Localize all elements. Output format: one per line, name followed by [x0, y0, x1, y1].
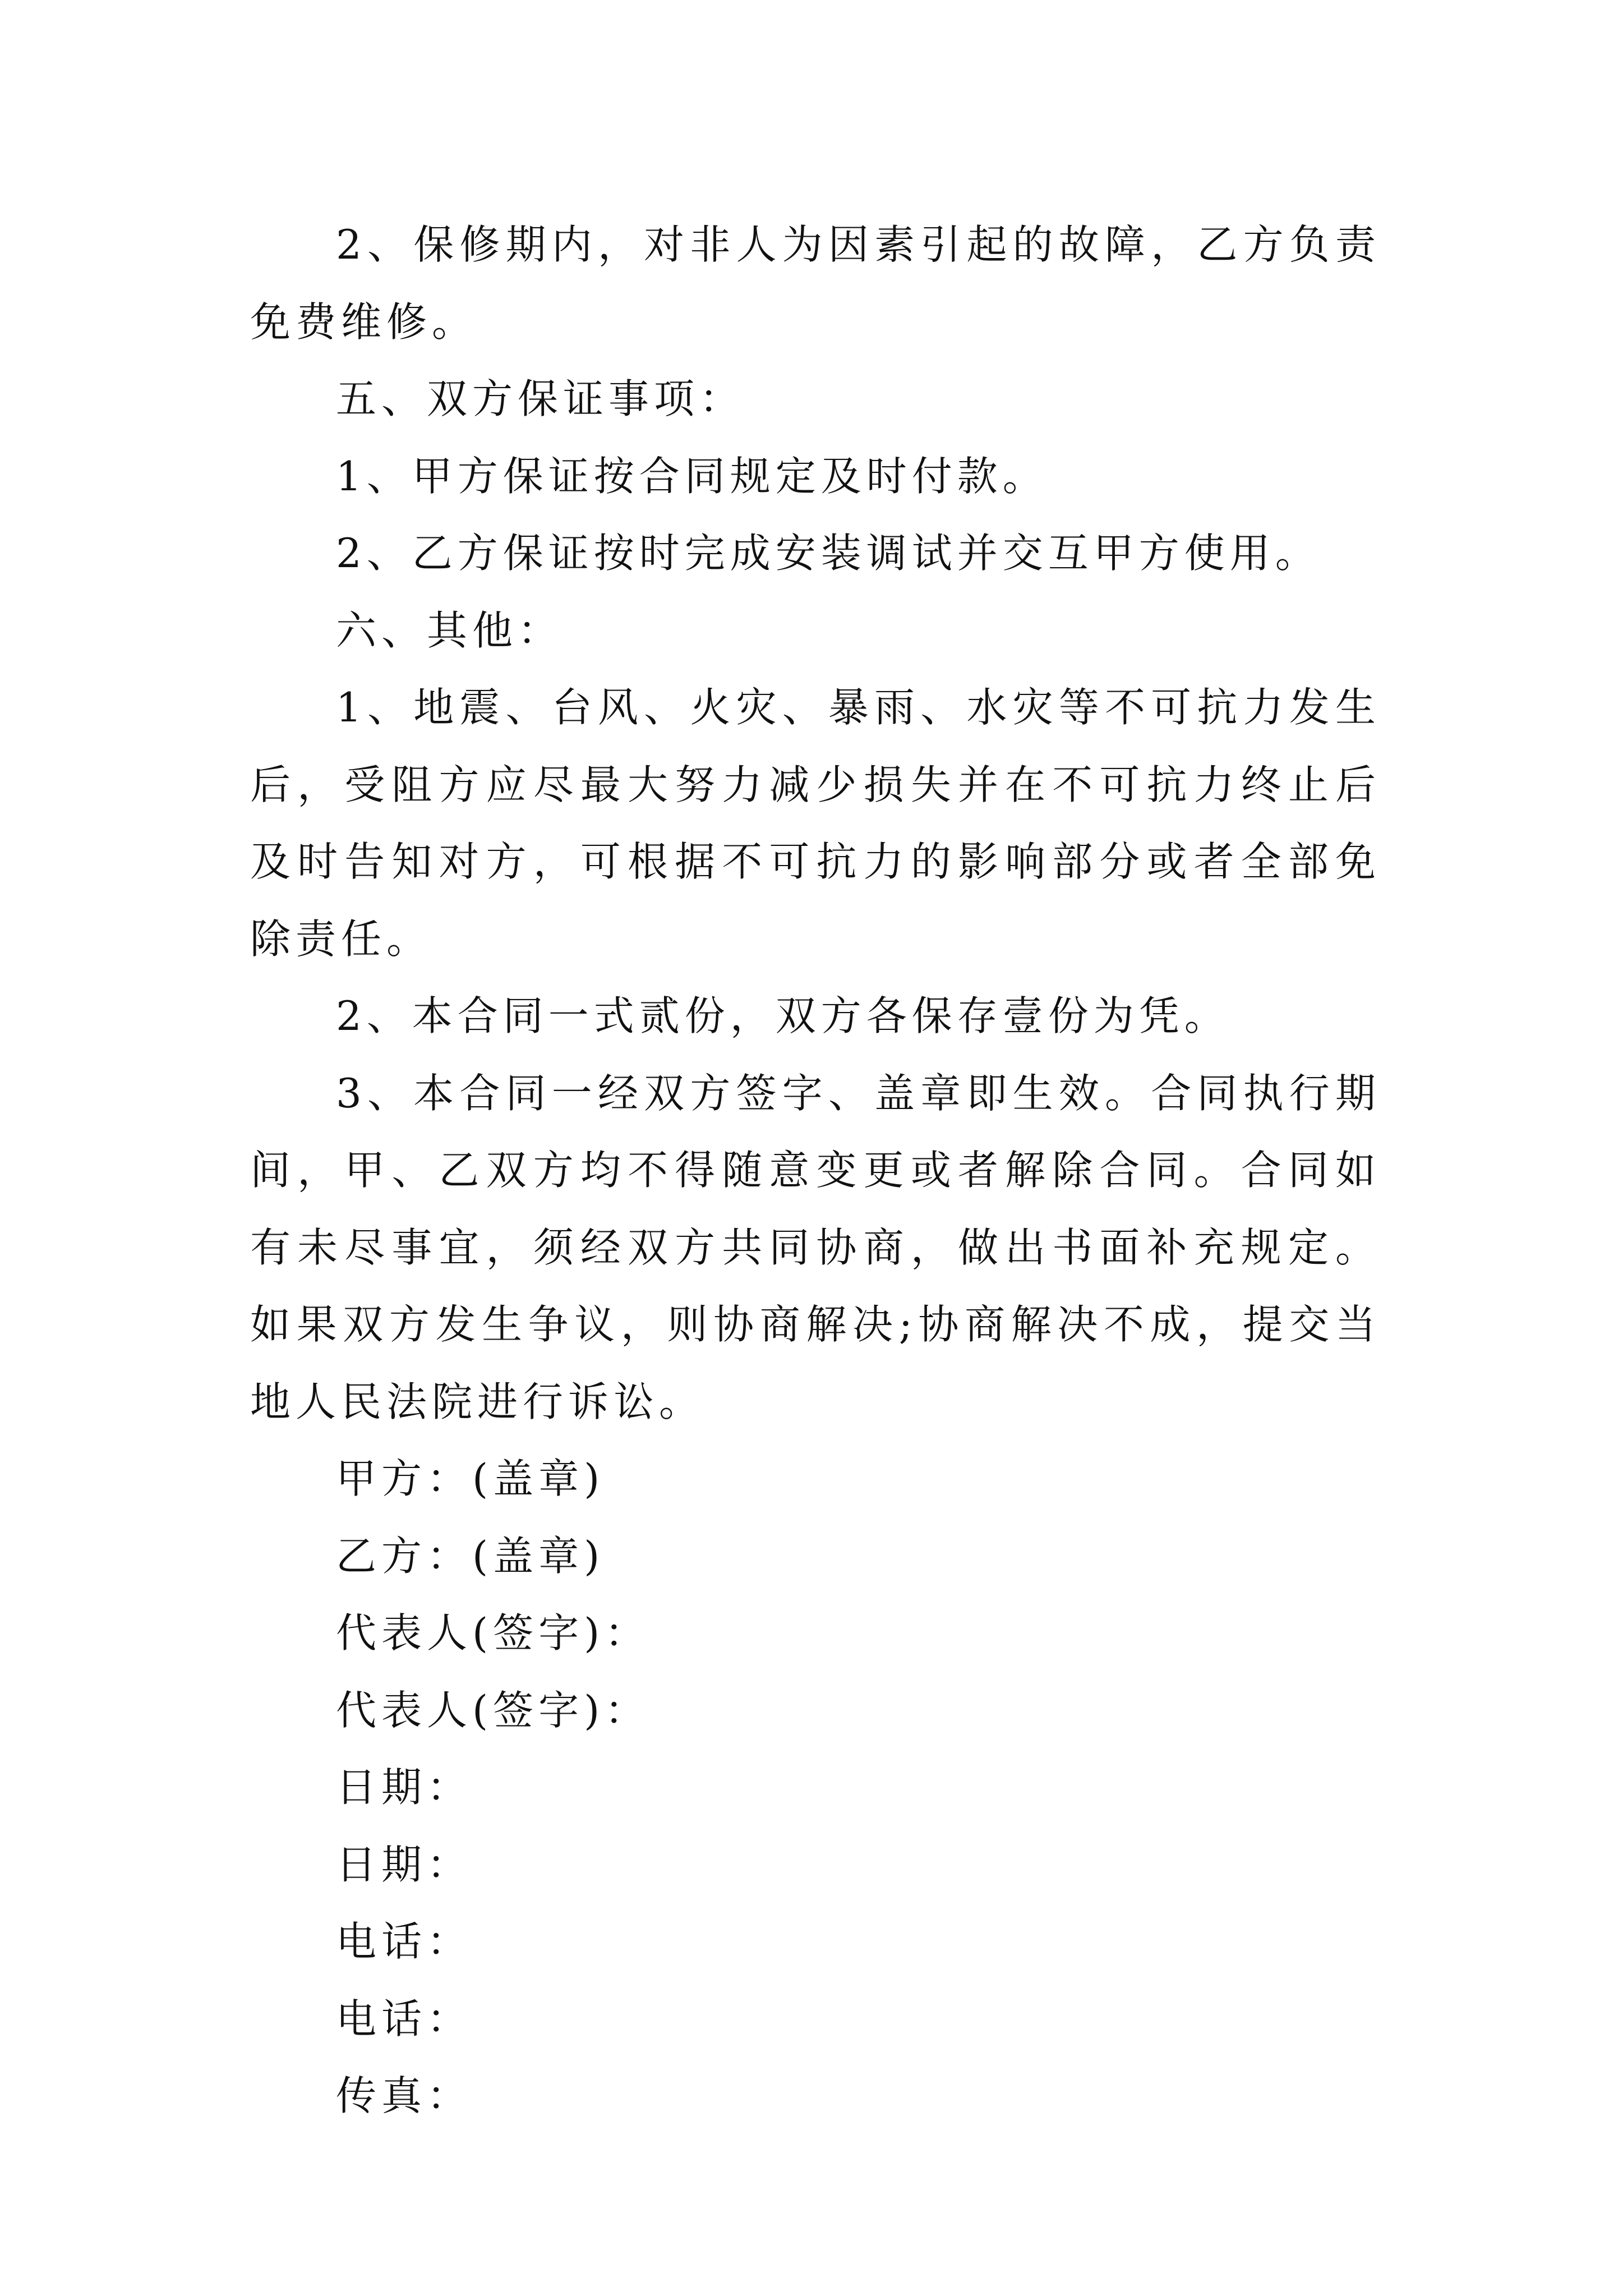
clause-force-majeure: 1、地震、台风、火灾、暴雨、水灾等不可抗力发生后，受阻方应尽最大努力减少损失并在不可抗力终止后及时告知对方，可根据不可抗力的影响部分或者全部免除责任。	[250, 684, 1381, 963]
signature-phone-b: 电话：	[336, 1995, 473, 2042]
clause-warranty-repair: 2、保修期内，对非人为因素引起的故障，乙方负责免费维修。	[250, 221, 1381, 346]
signature-representative-b: 代表人(签字)：	[336, 1686, 651, 1734]
document-body	[250, 206, 1381, 2135]
signature-fax: 传真：	[336, 2072, 473, 2119]
clause-party-a-payment: 1、甲方保证按合同规定及时付款。	[336, 452, 1048, 500]
section-heading-other: 六、其他：	[336, 606, 564, 654]
signature-date-a: 日期：	[336, 1764, 473, 1811]
signature-phone-a: 电话：	[336, 1918, 473, 1965]
signature-date-b: 日期：	[336, 1841, 473, 1888]
signature-party-a-seal: 甲方：(盖章)	[336, 1455, 605, 1502]
section-heading-guarantees: 五、双方保证事项：	[336, 375, 745, 422]
signature-party-b-seal: 乙方：(盖章)	[336, 1532, 605, 1580]
signature-representative-a: 代表人(签字)：	[336, 1609, 651, 1657]
clause-party-b-installation: 2、乙方保证按时完成安装调试并交互甲方使用。	[336, 530, 1321, 577]
clause-copies: 2、本合同一式贰份，双方各保存壹份为凭。	[336, 992, 1230, 1039]
clause-effectiveness: 3、本合同一经双方签字、盖章即生效。合同执行期间，甲、乙双方均不得随意变更或者解除合同。合同如有未尽事宜，须经双方共同协商，做出书面补充规定。如果双方发生争议，则协商解决;协商解决不成，提交当地人民法院进行诉讼。	[250, 1069, 1381, 1425]
